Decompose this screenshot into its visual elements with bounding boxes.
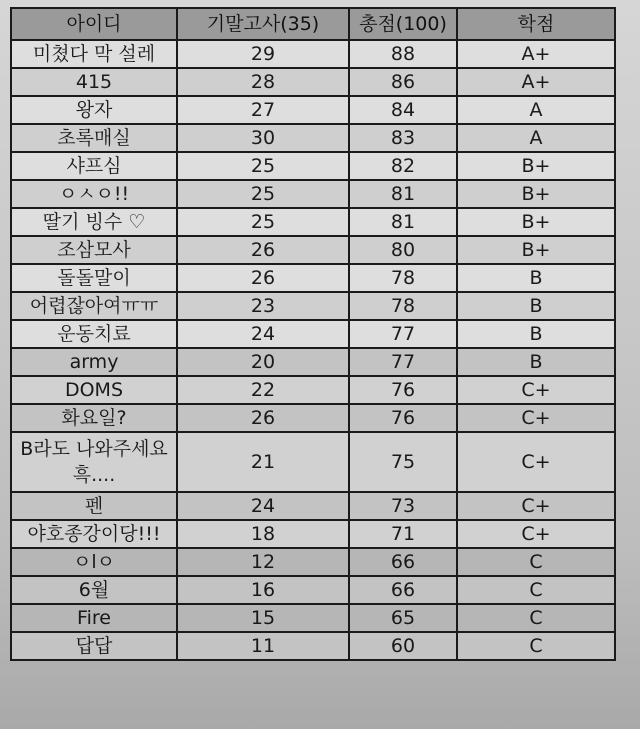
cell-grade: A (457, 96, 615, 124)
cell-final: 12 (177, 548, 349, 576)
table-row (11, 208, 615, 236)
cell-grade: A (457, 124, 615, 152)
table-row (11, 404, 615, 432)
cell-id: 초록매실 (11, 124, 177, 152)
cell-id: 어렵잖아여ㅠㅠ (11, 292, 177, 320)
cell-final: 26 (177, 404, 349, 432)
cell-final: 16 (177, 576, 349, 604)
cell-grade: B+ (457, 152, 615, 180)
cell-total: 75 (349, 432, 457, 492)
cell-id: 415 (11, 68, 177, 96)
cell-final: 26 (177, 236, 349, 264)
cell-total: 88 (349, 40, 457, 68)
cell-final: 22 (177, 376, 349, 404)
table-row (11, 576, 615, 604)
table-row (11, 68, 615, 96)
cell-total: 83 (349, 124, 457, 152)
cell-total: 78 (349, 264, 457, 292)
cell-id: 화요일? (11, 404, 177, 432)
cell-grade: C (457, 576, 615, 604)
cell-final: 25 (177, 152, 349, 180)
cell-id: DOMS (11, 376, 177, 404)
cell-total: 66 (349, 576, 457, 604)
table-row (11, 320, 615, 348)
table-row (11, 520, 615, 548)
cell-id: Fire (11, 604, 177, 632)
cell-total: 73 (349, 492, 457, 520)
cell-final: 30 (177, 124, 349, 152)
cell-id: 답답 (11, 632, 177, 660)
cell-total: 77 (349, 348, 457, 376)
header-final-exam: 기말고사(35) (177, 8, 349, 40)
cell-id: ㅇlㅇ (11, 548, 177, 576)
cell-final: 18 (177, 520, 349, 548)
cell-grade: B (457, 264, 615, 292)
cell-final: 15 (177, 604, 349, 632)
table-row (11, 96, 615, 124)
cell-total: 81 (349, 180, 457, 208)
table-row (11, 492, 615, 520)
cell-grade: B+ (457, 180, 615, 208)
table-row (11, 124, 615, 152)
cell-total: 78 (349, 292, 457, 320)
header-id: 아이디 (11, 8, 177, 40)
cell-id: ㅇㅅㅇ!! (11, 180, 177, 208)
cell-final: 26 (177, 264, 349, 292)
cell-grade: C+ (457, 376, 615, 404)
cell-final: 24 (177, 320, 349, 348)
cell-grade: C+ (457, 492, 615, 520)
cell-grade: B+ (457, 208, 615, 236)
cell-total: 65 (349, 604, 457, 632)
cell-id: 딸기 빙수 ♡ (11, 208, 177, 236)
cell-id: 미쳤다 막 설레 (11, 40, 177, 68)
cell-total: 76 (349, 376, 457, 404)
cell-total: 71 (349, 520, 457, 548)
header-row (11, 8, 615, 40)
cell-final: 11 (177, 632, 349, 660)
cell-final: 29 (177, 40, 349, 68)
cell-id: 운동치료 (11, 320, 177, 348)
cell-id: 왕자 (11, 96, 177, 124)
cell-grade: C+ (457, 404, 615, 432)
table-row (11, 348, 615, 376)
cell-total: 82 (349, 152, 457, 180)
cell-grade: A+ (457, 68, 615, 96)
header-grade: 학점 (457, 8, 615, 40)
cell-total: 66 (349, 548, 457, 576)
cell-final: 24 (177, 492, 349, 520)
table-row (11, 40, 615, 68)
cell-total: 81 (349, 208, 457, 236)
cell-final: 28 (177, 68, 349, 96)
cell-grade: B (457, 348, 615, 376)
cell-grade: C (457, 548, 615, 576)
table-row (11, 152, 615, 180)
table-row (11, 604, 615, 632)
cell-id: B라도 나와주세요 흑.... (11, 432, 177, 492)
cell-id: army (11, 348, 177, 376)
cell-grade: C+ (457, 520, 615, 548)
cell-id: 조삼모사 (11, 236, 177, 264)
cell-final: 21 (177, 432, 349, 492)
cell-grade: B (457, 292, 615, 320)
cell-grade: A+ (457, 40, 615, 68)
table-row (11, 548, 615, 576)
table-row (11, 376, 615, 404)
cell-final: 25 (177, 180, 349, 208)
table-row (11, 432, 615, 492)
cell-total: 60 (349, 632, 457, 660)
table-row (11, 292, 615, 320)
cell-total: 76 (349, 404, 457, 432)
table-row (11, 236, 615, 264)
cell-final: 27 (177, 96, 349, 124)
cell-final: 25 (177, 208, 349, 236)
cell-id: 샤프심 (11, 152, 177, 180)
cell-id: 야호종강이당!!! (11, 520, 177, 548)
cell-final: 20 (177, 348, 349, 376)
table-row (11, 180, 615, 208)
cell-total: 77 (349, 320, 457, 348)
cell-grade: C (457, 632, 615, 660)
cell-grade: B (457, 320, 615, 348)
cell-total: 84 (349, 96, 457, 124)
grade-table (10, 7, 616, 661)
table-row (11, 264, 615, 292)
cell-grade: C (457, 604, 615, 632)
cell-grade: C+ (457, 432, 615, 492)
header-total: 총점(100) (349, 8, 457, 40)
cell-final: 23 (177, 292, 349, 320)
cell-id: 펜 (11, 492, 177, 520)
cell-id: 돌돌말이 (11, 264, 177, 292)
cell-id: 6월 (11, 576, 177, 604)
table-row (11, 632, 615, 660)
cell-total: 80 (349, 236, 457, 264)
cell-total: 86 (349, 68, 457, 96)
cell-grade: B+ (457, 236, 615, 264)
